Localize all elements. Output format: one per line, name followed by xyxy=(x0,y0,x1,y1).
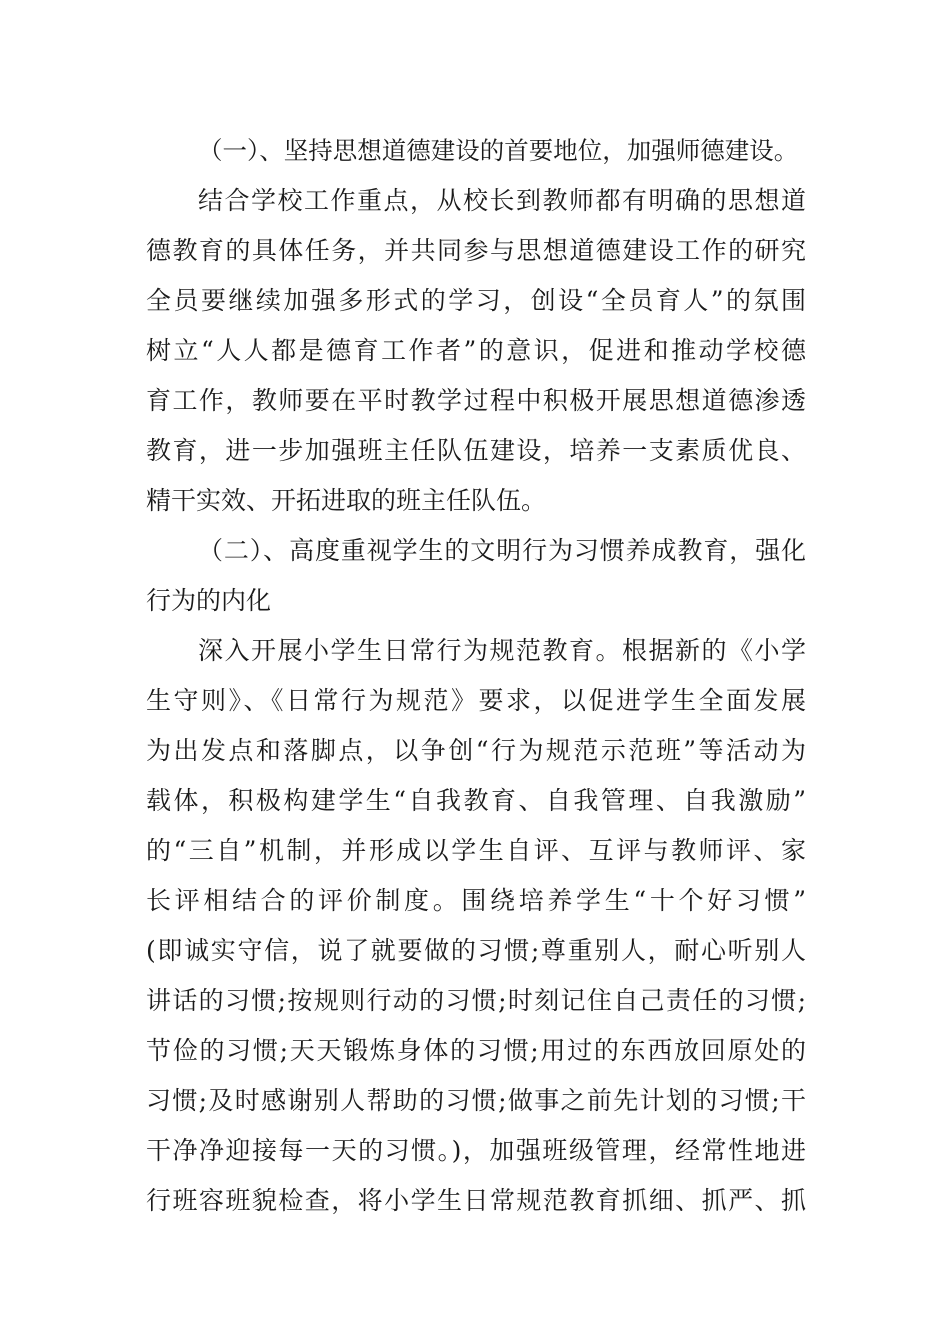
paragraph-line: 结合学校工作重点，从校长到教师都有明确的思想道 xyxy=(198,186,806,215)
paragraph-line: 干净净迎接每一天的习惯。)，加强班级管理，经常性地进 xyxy=(146,1136,806,1165)
paragraph-line: 德教育的具体任务，并共同参与思想道德建设工作的研究 xyxy=(146,236,806,265)
paragraph-line: 育工作，教师要在平时教学过程中积极开展思想道德渗透 xyxy=(146,386,806,415)
paragraph-line: (即诚实守信，说了就要做的习惯;尊重别人，耐心听别人 xyxy=(146,936,806,965)
paragraph-line: （二）、高度重视学生的文明行为习惯养成教育，强化 xyxy=(198,536,806,565)
paragraph-line: （一）、坚持思想道德建设的首要地位，加强师德建设。 xyxy=(198,136,799,165)
paragraph-line: 深入开展小学生日常行为规范教育。根据新的《小学 xyxy=(198,636,806,665)
paragraph-line: 生守则》、《日常行为规范》要求，以促进学生全面发展 xyxy=(146,686,806,715)
paragraph-line: 精干实效、开拓进取的班主任队伍。 xyxy=(146,486,547,515)
paragraph-line: 树立“人人都是德育工作者”的意识，促进和推动学校德 xyxy=(146,336,806,365)
paragraph-line: 节俭的习惯;天天锻炼身体的习惯;用过的东西放回原处的 xyxy=(146,1036,806,1065)
paragraph-line: 载体，积极构建学生“自我教育、自我管理、自我激励” xyxy=(146,786,806,815)
paragraph-line: 的“三自”机制，并形成以学生自评、互评与教师评、家 xyxy=(146,836,806,865)
paragraph-line: 为出发点和落脚点，以争创“行为规范示范班”等活动为 xyxy=(146,736,806,765)
paragraph-line: 长评相结合的评价制度。围绕培养学生“十个好习惯” xyxy=(146,886,806,915)
paragraph-line: 行为的内化 xyxy=(146,586,272,615)
paragraph-line: 习惯;及时感谢别人帮助的习惯;做事之前先计划的习惯;干 xyxy=(146,1086,806,1115)
paragraph-line: 全员要继续加强多形式的学习，创设“全员育人”的氛围 xyxy=(146,286,806,315)
paragraph-line: 讲话的习惯;按规则行动的习惯;时刻记住自己责任的习惯; xyxy=(146,986,806,1015)
paragraph-line: 行班容班貌检查，将小学生日常规范教育抓细、抓严、抓 xyxy=(146,1186,806,1215)
paragraph-line: 教育，进一步加强班主任队伍建设，培养一支素质优良、 xyxy=(146,436,806,465)
